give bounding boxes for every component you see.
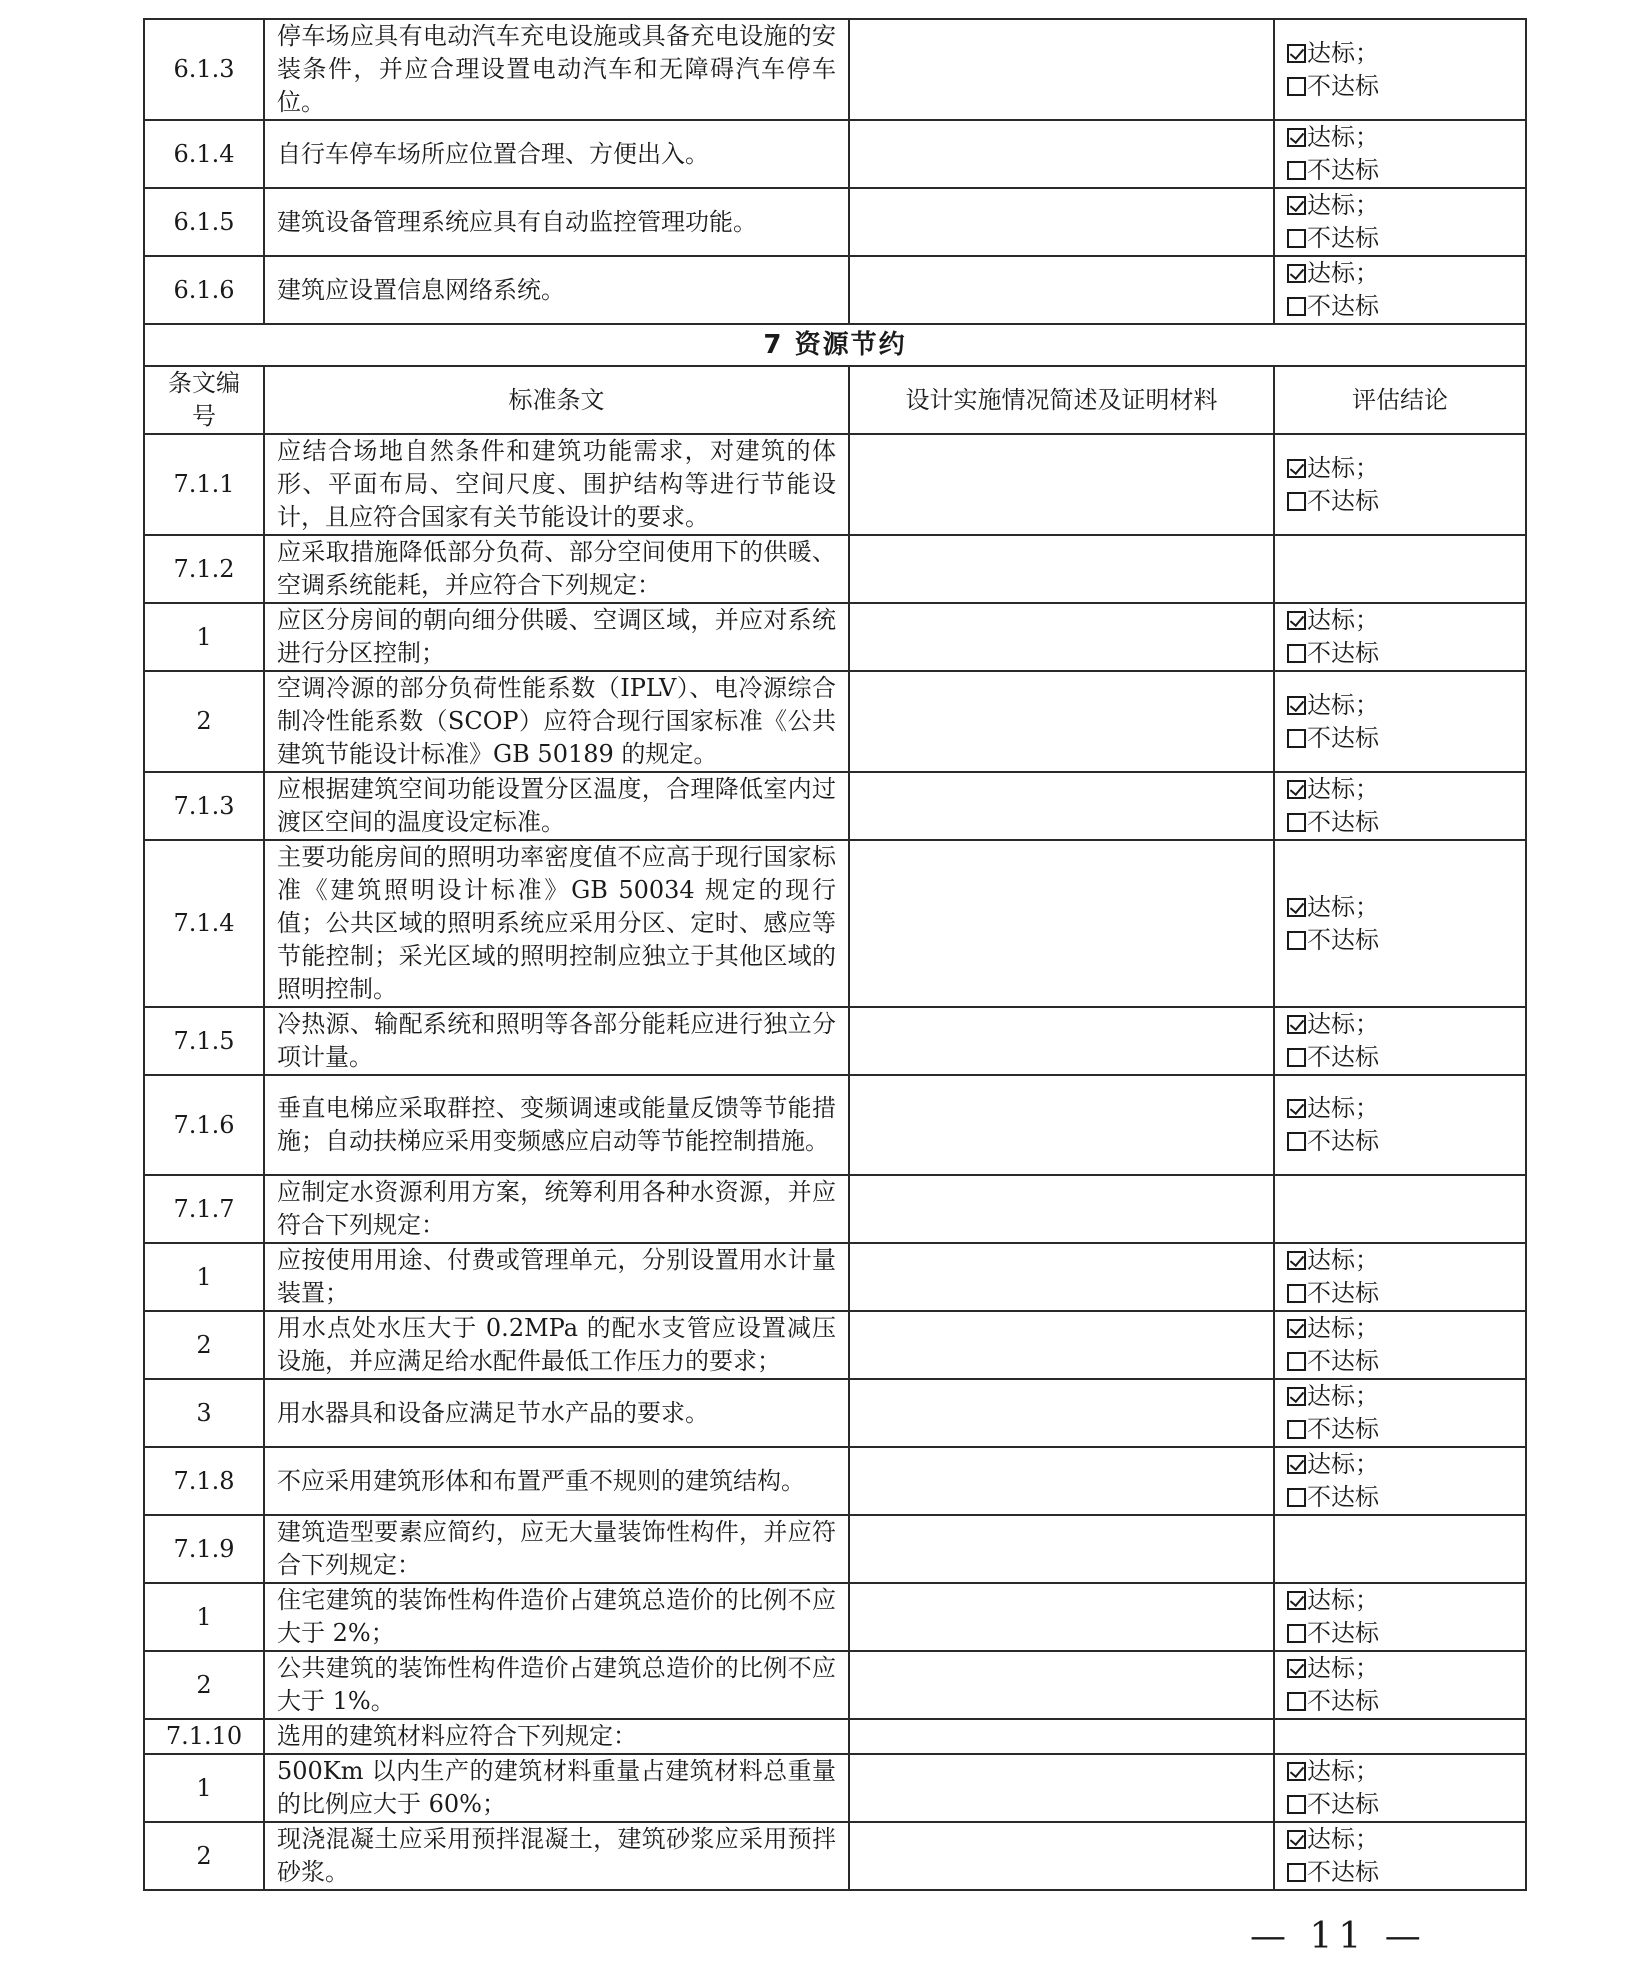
clause-number: 7.1.6: [144, 1075, 264, 1175]
clause-number: 2: [144, 671, 264, 772]
checked-checkbox-icon[interactable]: [1287, 1659, 1306, 1678]
checked-checkbox-icon[interactable]: [1287, 696, 1306, 715]
implementation-cell[interactable]: [849, 1379, 1274, 1447]
pass-label: 达标；: [1307, 1825, 1379, 1853]
clause-number: 6.1.6: [144, 256, 264, 324]
fail-label: 不达标: [1307, 1790, 1379, 1818]
empty-checkbox-icon[interactable]: [1287, 229, 1306, 248]
fail-label: 不达标: [1307, 925, 1379, 954]
pass-option[interactable]: [1287, 1008, 1513, 1041]
clause-number: 1: [144, 1583, 264, 1651]
fail-option[interactable]: [1287, 637, 1513, 670]
fail-label: 不达标: [1307, 1279, 1379, 1307]
conclusion-cell: [1274, 1719, 1526, 1754]
fail-option[interactable]: [1287, 1788, 1513, 1821]
clause-number: 7.1.9: [144, 1515, 264, 1583]
implementation-cell[interactable]: [849, 1311, 1274, 1379]
pass-option[interactable]: [1287, 1823, 1513, 1856]
page-number: — 11 —: [1250, 1916, 1427, 1957]
table-row: [144, 1754, 1526, 1822]
clause-text: 应按使用用途、付费或管理单元，分别设置用水计量装置；: [264, 1243, 849, 1311]
checked-checkbox-icon[interactable]: [1287, 898, 1306, 917]
table-row: [144, 1243, 1526, 1311]
clause-text: 自行车停车场所应位置合理、方便出入。: [264, 120, 849, 188]
fail-option[interactable]: [1287, 1345, 1513, 1378]
table-row: [144, 603, 1526, 671]
table-row: [144, 1075, 1526, 1175]
checked-checkbox-icon[interactable]: [1287, 1830, 1306, 1849]
clause-number: 7.1.3: [144, 772, 264, 840]
table-row: [144, 1515, 1526, 1583]
section-title: 7 资源节约: [144, 324, 1526, 366]
table-row: [144, 1583, 1526, 1651]
implementation-cell[interactable]: [849, 1515, 1274, 1583]
empty-checkbox-icon[interactable]: [1287, 1624, 1306, 1643]
checked-checkbox-icon[interactable]: [1287, 611, 1306, 630]
implementation-cell[interactable]: [849, 1754, 1274, 1822]
conclusion-cell: [1274, 1311, 1526, 1379]
clause-number: 1: [144, 1243, 264, 1311]
implementation-cell[interactable]: [849, 434, 1274, 535]
conclusion-cell: [1274, 1651, 1526, 1719]
pass-label: 达标；: [1307, 690, 1379, 719]
fail-label: 不达标: [1307, 639, 1379, 667]
clause-number: 6.1.5: [144, 188, 264, 256]
pass-label: 达标；: [1307, 1450, 1379, 1478]
conclusion-cell: [1274, 535, 1526, 603]
clause-text: 应根据建筑空间功能设置分区温度，合理降低室内过渡区空间的温度设定标准。: [264, 772, 849, 840]
checked-checkbox-icon[interactable]: [1287, 128, 1306, 147]
empty-checkbox-icon[interactable]: [1287, 813, 1306, 832]
pass-option[interactable]: [1287, 1312, 1513, 1345]
clause-text: 用水器具和设备应满足节水产品的要求。: [264, 1379, 849, 1447]
table-row: [144, 772, 1526, 840]
fail-label: 不达标: [1307, 808, 1379, 836]
implementation-cell[interactable]: [849, 535, 1274, 603]
implementation-cell[interactable]: [849, 1075, 1274, 1175]
pass-label: 达标；: [1307, 1010, 1379, 1038]
fail-label: 不达标: [1307, 1347, 1379, 1375]
clause-text: 建筑造型要素应简约，应无大量装饰性构件，并应符合下列规定：: [264, 1515, 849, 1583]
pass-option[interactable]: [1287, 773, 1513, 806]
fail-label: 不达标: [1307, 1415, 1379, 1443]
pass-option[interactable]: [1287, 189, 1513, 222]
pass-option[interactable]: [1287, 37, 1513, 70]
conclusion-cell: [1274, 772, 1526, 840]
table-row: [144, 1651, 1526, 1719]
clause-number: 7.1.1: [144, 434, 264, 535]
conclusion-cell: [1274, 1007, 1526, 1075]
table-row: [144, 1175, 1526, 1243]
table-row: [144, 19, 1526, 120]
pass-option[interactable]: [1287, 1755, 1513, 1788]
pass-label: 达标；: [1307, 1314, 1379, 1342]
table-body: [144, 19, 1526, 1890]
pass-option[interactable]: [1287, 121, 1513, 154]
empty-checkbox-icon[interactable]: [1287, 931, 1306, 950]
checked-checkbox-icon[interactable]: [1287, 196, 1306, 215]
conclusion-cell: [1274, 1075, 1526, 1175]
fail-label: 不达标: [1307, 71, 1379, 100]
checked-checkbox-icon[interactable]: [1287, 1251, 1306, 1270]
empty-checkbox-icon[interactable]: [1287, 1284, 1306, 1303]
fail-label: 不达标: [1307, 1858, 1379, 1886]
table-row: [144, 1379, 1526, 1447]
clause-number: 3: [144, 1379, 264, 1447]
fail-option[interactable]: [1287, 1685, 1513, 1718]
clause-text: 停车场应具有电动汽车充电设施或具备充电设施的安装条件，并应合理设置电动汽车和无障碍汽车停车位。: [264, 19, 849, 120]
conclusion-cell: [1274, 840, 1526, 1007]
clause-text: 主要功能房间的照明功率密度值不应高于现行国家标准《建筑照明设计标准》GB 50034 规定的现行值；公共区域的照明系统应采用分区、定时、感应等节能控制；采光区域的照明控制应独立于其他区域的照明控制。: [264, 840, 849, 1007]
conclusion-cell: [1274, 188, 1526, 256]
conclusion-cell: [1274, 1515, 1526, 1583]
clause-text: 冷热源、输配系统和照明等各部分能耗应进行独立分项计量。: [264, 1007, 849, 1075]
table-row: [144, 535, 1526, 603]
clause-number: 7.1.7: [144, 1175, 264, 1243]
implementation-cell[interactable]: [849, 120, 1274, 188]
pass-label: 达标；: [1307, 1586, 1379, 1614]
pass-option[interactable]: [1287, 1092, 1513, 1125]
table-row: [144, 671, 1526, 772]
pass-label: 达标；: [1307, 38, 1379, 67]
implementation-cell[interactable]: [849, 671, 1274, 772]
conclusion-cell: [1274, 434, 1526, 535]
implementation-cell[interactable]: [849, 19, 1274, 120]
table-row: [144, 1719, 1526, 1754]
table-row: [144, 1822, 1526, 1890]
pass-option[interactable]: [1287, 891, 1513, 924]
fail-option[interactable]: [1287, 1481, 1513, 1514]
clause-number: 2: [144, 1311, 264, 1379]
fail-option[interactable]: [1287, 1277, 1513, 1310]
checked-checkbox-icon[interactable]: [1287, 264, 1306, 283]
checked-checkbox-icon[interactable]: [1287, 780, 1306, 799]
clause-text: 应结合场地自然条件和建筑功能需求，对建筑的体形、平面布局、空间尺度、围护结构等进行节能设计，且应符合国家有关节能设计的要求。: [264, 434, 849, 535]
conclusion-cell: [1274, 1822, 1526, 1890]
pass-label: 达标；: [1307, 1094, 1379, 1122]
implementation-cell[interactable]: [849, 1447, 1274, 1515]
fail-label: 不达标: [1307, 1687, 1379, 1715]
fail-label: 不达标: [1307, 1127, 1379, 1155]
implementation-cell[interactable]: [849, 1007, 1274, 1075]
fail-option[interactable]: [1287, 1413, 1513, 1446]
fail-label: 不达标: [1307, 723, 1379, 752]
clause-number: 7.1.10: [144, 1719, 264, 1754]
empty-checkbox-icon[interactable]: [1287, 1352, 1306, 1371]
fail-option[interactable]: [1287, 485, 1513, 518]
pass-option[interactable]: [1287, 1652, 1513, 1685]
clause-text: 选用的建筑材料应符合下列规定：: [264, 1719, 849, 1754]
checked-checkbox-icon[interactable]: [1287, 1099, 1306, 1118]
fail-option[interactable]: [1287, 290, 1513, 323]
pass-label: 达标；: [1307, 191, 1379, 219]
pass-label: 达标；: [1307, 892, 1379, 921]
fail-label: 不达标: [1307, 1619, 1379, 1647]
fail-option[interactable]: [1287, 1856, 1513, 1889]
pass-option[interactable]: [1287, 1244, 1513, 1277]
clause-text: 垂直电梯应采取群控、变频调速或能量反馈等节能措施；自动扶梯应采用变频感应启动等节能控制措施。: [264, 1075, 849, 1175]
section-title-row: [144, 324, 1526, 366]
clause-number: 1: [144, 603, 264, 671]
fail-label: 不达标: [1307, 156, 1379, 184]
empty-checkbox-icon[interactable]: [1287, 729, 1306, 748]
checked-checkbox-icon[interactable]: [1287, 1387, 1306, 1406]
clause-number: 7.1.5: [144, 1007, 264, 1075]
clause-text: 空调冷源的部分负荷性能系数（IPLV）、电冷源综合制冷性能系数（SCOP）应符合现行国家标准《公共建筑节能设计标准》GB 50189 的规定。: [264, 671, 849, 772]
clause-text: 应区分房间的朝向细分供暖、空调区域，并应对系统进行分区控制；: [264, 603, 849, 671]
empty-checkbox-icon[interactable]: [1287, 161, 1306, 180]
table-row: [144, 1311, 1526, 1379]
implementation-cell[interactable]: [849, 772, 1274, 840]
fail-option[interactable]: [1287, 1125, 1513, 1158]
clause-number: 1: [144, 1754, 264, 1822]
table-row: [144, 1007, 1526, 1075]
pass-label: 达标；: [1307, 259, 1379, 287]
header-standard-clause: 标准条文: [264, 366, 849, 434]
pass-option[interactable]: [1287, 1380, 1513, 1413]
conclusion-cell: [1274, 1447, 1526, 1515]
clause-number: 2: [144, 1651, 264, 1719]
conclusion-cell: [1274, 671, 1526, 772]
pass-label: 达标；: [1307, 606, 1379, 634]
empty-checkbox-icon[interactable]: [1287, 297, 1306, 316]
evaluation-table: [143, 18, 1527, 1891]
implementation-cell[interactable]: [849, 603, 1274, 671]
clause-text: 建筑设备管理系统应具有自动监控管理功能。: [264, 188, 849, 256]
implementation-cell[interactable]: [849, 256, 1274, 324]
clause-text: 不应采用建筑形体和布置严重不规则的建筑结构。: [264, 1447, 849, 1515]
implementation-cell[interactable]: [849, 1243, 1274, 1311]
clause-number: 7.1.2: [144, 535, 264, 603]
fail-option[interactable]: [1287, 222, 1513, 255]
table-row: [144, 120, 1526, 188]
conclusion-cell: [1274, 19, 1526, 120]
pass-option[interactable]: [1287, 604, 1513, 637]
fail-option[interactable]: [1287, 924, 1513, 957]
empty-checkbox-icon[interactable]: [1287, 644, 1306, 663]
checked-checkbox-icon[interactable]: [1287, 1762, 1306, 1781]
fail-option[interactable]: [1287, 806, 1513, 839]
empty-checkbox-icon[interactable]: [1287, 1488, 1306, 1507]
table-row: [144, 1447, 1526, 1515]
conclusion-cell: [1274, 1583, 1526, 1651]
clause-text: 建筑应设置信息网络系统。: [264, 256, 849, 324]
fail-option[interactable]: [1287, 722, 1513, 755]
pass-option[interactable]: [1287, 689, 1513, 722]
pass-label: 达标；: [1307, 1382, 1379, 1410]
fail-label: 不达标: [1307, 486, 1379, 515]
table-header-row: [144, 366, 1526, 434]
pass-label: 达标；: [1307, 1757, 1379, 1785]
pass-option[interactable]: [1287, 452, 1513, 485]
conclusion-cell: [1274, 1754, 1526, 1822]
table-row: [144, 434, 1526, 535]
table-row: [144, 840, 1526, 1007]
clause-number: 6.1.4: [144, 120, 264, 188]
pass-option[interactable]: [1287, 1448, 1513, 1481]
table-row: [144, 188, 1526, 256]
fail-label: 不达标: [1307, 1043, 1379, 1071]
implementation-cell[interactable]: [849, 840, 1274, 1007]
implementation-cell[interactable]: [849, 1822, 1274, 1890]
conclusion-cell: [1274, 1175, 1526, 1243]
empty-checkbox-icon[interactable]: [1287, 1420, 1306, 1439]
checked-checkbox-icon[interactable]: [1287, 1015, 1306, 1034]
pass-label: 达标；: [1307, 123, 1379, 151]
clause-text: 现浇混凝土应采用预拌混凝土，建筑砂浆应采用预拌砂浆。: [264, 1822, 849, 1890]
evaluation-table-container: [143, 18, 1525, 1891]
clause-text: 用水点处水压大于 0.2MPa 的配水支管应设置减压设施，并应满足给水配件最低工作压力的要求；: [264, 1311, 849, 1379]
checked-checkbox-icon[interactable]: [1287, 1591, 1306, 1610]
pass-label: 达标；: [1307, 1246, 1379, 1274]
checked-checkbox-icon[interactable]: [1287, 1455, 1306, 1474]
clause-number: 6.1.3: [144, 19, 264, 120]
fail-option[interactable]: [1287, 1617, 1513, 1650]
header-implementation: 设计实施情况简述及证明材料: [849, 366, 1274, 434]
checked-checkbox-icon[interactable]: [1287, 1319, 1306, 1338]
implementation-cell[interactable]: [849, 1651, 1274, 1719]
clause-text: 500Km 以内生产的建筑材料重量占建筑材料总重量的比例应大于 60%；: [264, 1754, 849, 1822]
fail-option[interactable]: [1287, 154, 1513, 187]
implementation-cell[interactable]: [849, 1175, 1274, 1243]
implementation-cell[interactable]: [849, 188, 1274, 256]
clause-text: 应采取措施降低部分负荷、部分空间使用下的供暖、空调系统能耗，并应符合下列规定：: [264, 535, 849, 603]
fail-label: 不达标: [1307, 1483, 1379, 1511]
pass-label: 达标；: [1307, 453, 1379, 482]
empty-checkbox-icon[interactable]: [1287, 1132, 1306, 1151]
conclusion-cell: [1274, 1243, 1526, 1311]
pass-option[interactable]: [1287, 1584, 1513, 1617]
empty-checkbox-icon[interactable]: [1287, 1048, 1306, 1067]
empty-checkbox-icon[interactable]: [1287, 1795, 1306, 1814]
table-row: [144, 256, 1526, 324]
header-clause-number: 条文编号: [144, 366, 264, 434]
conclusion-cell: [1274, 1379, 1526, 1447]
fail-label: 不达标: [1307, 292, 1379, 320]
clause-number: 7.1.4: [144, 840, 264, 1007]
pass-option[interactable]: [1287, 257, 1513, 290]
conclusion-cell: [1274, 603, 1526, 671]
conclusion-cell: [1274, 256, 1526, 324]
fail-option[interactable]: [1287, 1041, 1513, 1074]
implementation-cell[interactable]: [849, 1719, 1274, 1754]
clause-number: 2: [144, 1822, 264, 1890]
implementation-cell[interactable]: [849, 1583, 1274, 1651]
pass-label: 达标；: [1307, 1654, 1379, 1682]
pass-label: 达标；: [1307, 775, 1379, 803]
fail-label: 不达标: [1307, 224, 1379, 252]
clause-text: 住宅建筑的装饰性构件造价占建筑总造价的比例不应大于 2%；: [264, 1583, 849, 1651]
empty-checkbox-icon[interactable]: [1287, 1692, 1306, 1711]
clause-text: 公共建筑的装饰性构件造价占建筑总造价的比例不应大于 1%。: [264, 1651, 849, 1719]
fail-option[interactable]: [1287, 70, 1513, 103]
clause-text: 应制定水资源利用方案，统筹利用各种水资源，并应符合下列规定：: [264, 1175, 849, 1243]
empty-checkbox-icon[interactable]: [1287, 1863, 1306, 1882]
header-conclusion: 评估结论: [1274, 366, 1526, 434]
checked-checkbox-icon[interactable]: [1287, 459, 1306, 478]
empty-checkbox-icon[interactable]: [1287, 492, 1306, 511]
empty-checkbox-icon[interactable]: [1287, 77, 1306, 96]
clause-number: 7.1.8: [144, 1447, 264, 1515]
conclusion-cell: [1274, 120, 1526, 188]
checked-checkbox-icon[interactable]: [1287, 44, 1306, 63]
